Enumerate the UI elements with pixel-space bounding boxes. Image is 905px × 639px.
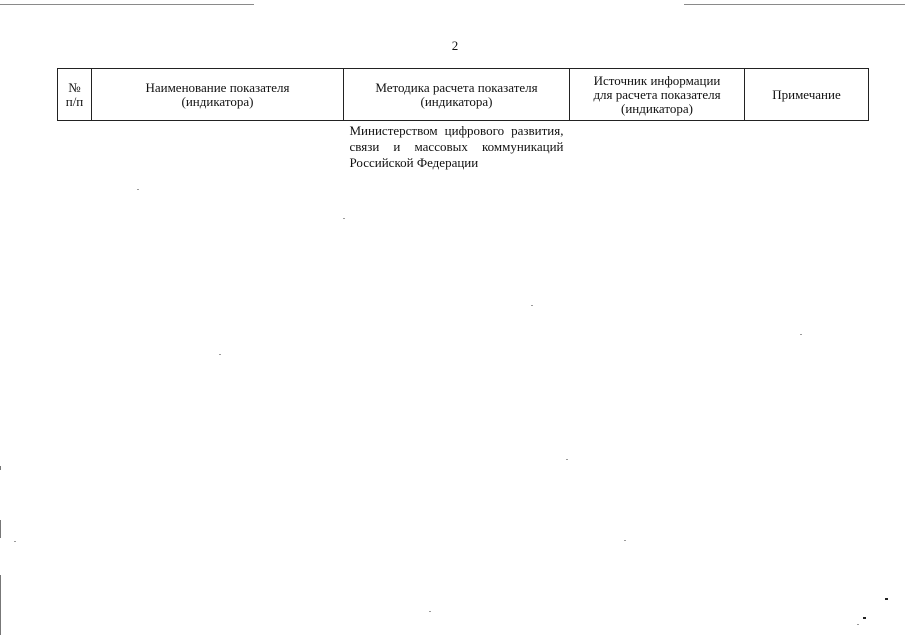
header-cell-calculation-method (344, 69, 570, 121)
scan-speck (219, 354, 221, 355)
table-header-row (58, 69, 869, 121)
scan-speck (14, 541, 16, 542)
scan-edge-mark (0, 466, 1, 470)
scan-speck (624, 540, 626, 541)
scan-speck (885, 598, 888, 600)
header-cell-information-source (570, 69, 745, 121)
scan-top-line-left (0, 4, 254, 5)
header-cell-number (58, 69, 92, 121)
header-label-note: Примечание (772, 86, 841, 102)
row-cell-information-source (570, 121, 745, 172)
scan-speck (429, 611, 431, 612)
table-row (58, 121, 869, 172)
scan-speck (566, 459, 568, 460)
scan-speck (863, 617, 866, 619)
header-cell-note (745, 69, 869, 121)
row-cell-calculation-method (344, 121, 570, 172)
header-label-calculation-method: Методика расчета показателя (индикатора) (375, 79, 538, 109)
scan-speck (343, 218, 345, 219)
header-label-information-source: Источник информации для расчета показателя (индикатора) (593, 72, 721, 116)
scan-edge-mark (0, 575, 1, 635)
row-cell-indicator-name (92, 121, 344, 172)
header-cell-indicator-name (92, 69, 344, 121)
scan-top-line-right (684, 4, 905, 5)
scan-speck (137, 189, 139, 190)
row-cell-note (745, 121, 869, 172)
scan-speck (857, 624, 859, 625)
header-label-number: № п/п (65, 79, 84, 109)
indicator-table (57, 68, 869, 171)
scan-speck (531, 305, 533, 306)
scan-edge-mark (0, 520, 1, 538)
calculation-method-text: Министерством цифрового развития, связи и массовых коммуникаций Российской Федерации (349, 123, 564, 170)
scan-speck (800, 334, 802, 335)
row-cell-number (58, 121, 92, 172)
page-number: 2 (451, 38, 459, 53)
header-label-indicator-name: Наименование показателя (индикатора) (145, 79, 290, 109)
